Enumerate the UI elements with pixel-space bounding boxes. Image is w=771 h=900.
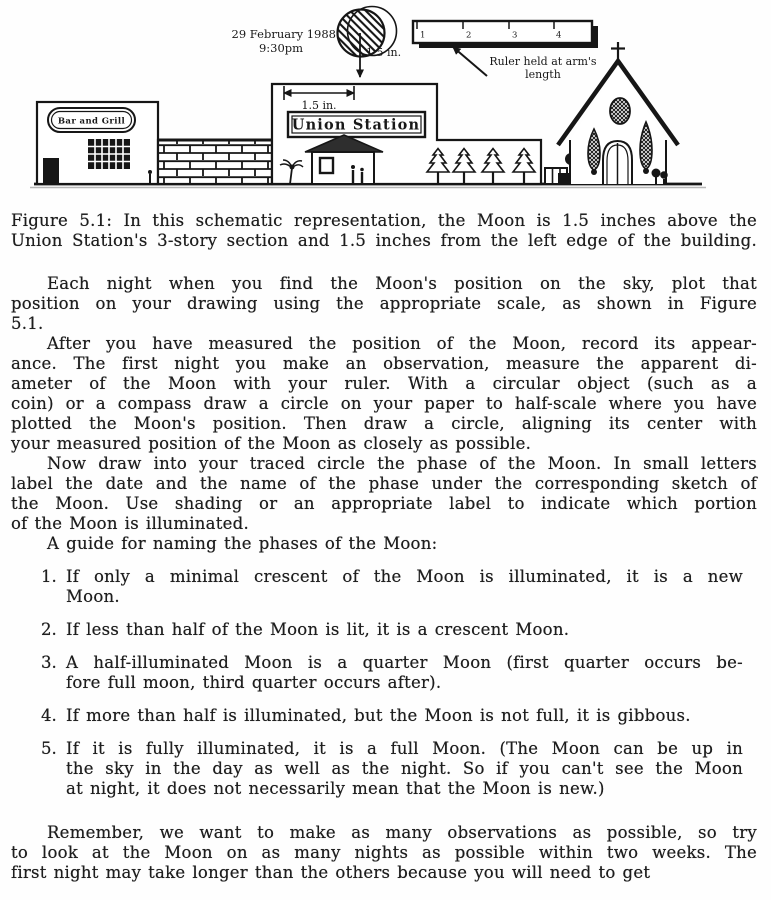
figure-5-1-illustration [0, 0, 771, 198]
ruler-caption-line2: length [525, 68, 561, 81]
observation-date-label: 29 February 1988 [231, 27, 336, 41]
list-item-number: 1. [41, 567, 57, 586]
list-item-gibbous-moon [41, 706, 743, 726]
paragraph-draw-phase: Now draw into your traced circle the phase of the Moon. In small letters label the date and the name of the phase under the corresponding sketch of the Moon. Use shading or an appropriate label to indicate which portion of the Moon is illuminated. [11, 454, 757, 533]
list-item-text: If only a minimal crescent of the Moon is illuminated, it is a new Moon. [66, 567, 743, 606]
list-item-text: If less than half of the Moon is lit, it is a crescent Moon. [66, 620, 570, 639]
list-item-text: If it is fully illuminated, it is a full Moon. (The Moon can be up in the sky in the day as well as the night. So if you can't see the Moon at night, it does not necessarily mean that the Moon is new.) [66, 739, 743, 798]
brick-wall [157, 140, 273, 184]
svg-text:3: 3 [512, 30, 518, 41]
door [43, 158, 59, 184]
list-item-number: 5. [41, 739, 57, 758]
list-item-new-moon [41, 567, 743, 607]
list-item-text: If more than half is illuminated, but the Moon is not full, it is gibbous. [66, 706, 691, 725]
figure-caption: Figure 5.1: In this schematic representation, the Moon is 1.5 inches above the Union Station's 3-story section and 1.5 inches from the left edge of the building. [11, 211, 757, 250]
paragraph-closing: Remember, we want to make as many observations as possible, so try to look at the Moon on as many nights as possible within two weeks. The first night may take longer than the others because you will need to get [11, 823, 757, 882]
list-item-full-moon [41, 739, 743, 799]
bar-and-grill-building [37, 102, 158, 184]
observation-time-label: 9:30pm [258, 41, 304, 55]
union-station-sign: Union Station [291, 116, 421, 134]
rose-window [610, 98, 630, 124]
horizontal-measure-label: 1.5 in. [301, 99, 337, 112]
moon-phase-guide-list [11, 567, 757, 799]
list-item-number: 3. [41, 653, 57, 672]
paragraph-record-appearance: After you have measured the position of the Moon, record its appear- ance. The first night you make an observation, measure the apparent di- ameter of the Moon with your ruler. With a circular object (such as a coin) or a compass draw a circle on your paper to half-scale where you have plotted the Moon's position. Then draw a circle, aligning its center with your measured position of the Moon as closely as possible. [11, 334, 757, 453]
text-column [0, 211, 771, 883]
cross-icon [611, 42, 625, 61]
list-item-quarter-moon [41, 653, 743, 693]
ruler-caption-line1: Ruler held at arm's [489, 55, 597, 68]
list-item-number: 4. [41, 706, 57, 725]
list-item-text: A half-illuminated Moon is a quarter Moon (first quarter occurs be- fore full moon, third quarter occurs after). [66, 653, 743, 692]
ruler-illustration [413, 21, 598, 48]
svg-text:4: 4 [556, 30, 562, 41]
paragraph-guide-intro: A guide for naming the phases of the Moon: [47, 534, 438, 553]
bar-and-grill-sign: Bar and Grill [57, 116, 126, 127]
list-item-crescent-moon [41, 620, 743, 640]
vertical-measure-label: 1.5 in. [366, 46, 402, 59]
moon-observation-diagram [0, 0, 771, 198]
paragraph-each-night: Each night when you find the Moon's position on the sky, plot that position on your drawing using the appropriate scale, as shown in Figure 5.1. [11, 274, 757, 333]
svg-text:1: 1 [420, 30, 426, 41]
ruler-callout-arrow [453, 47, 487, 76]
svg-text:2: 2 [466, 30, 472, 41]
list-item-number: 2. [41, 620, 57, 639]
arched-door [603, 141, 632, 184]
